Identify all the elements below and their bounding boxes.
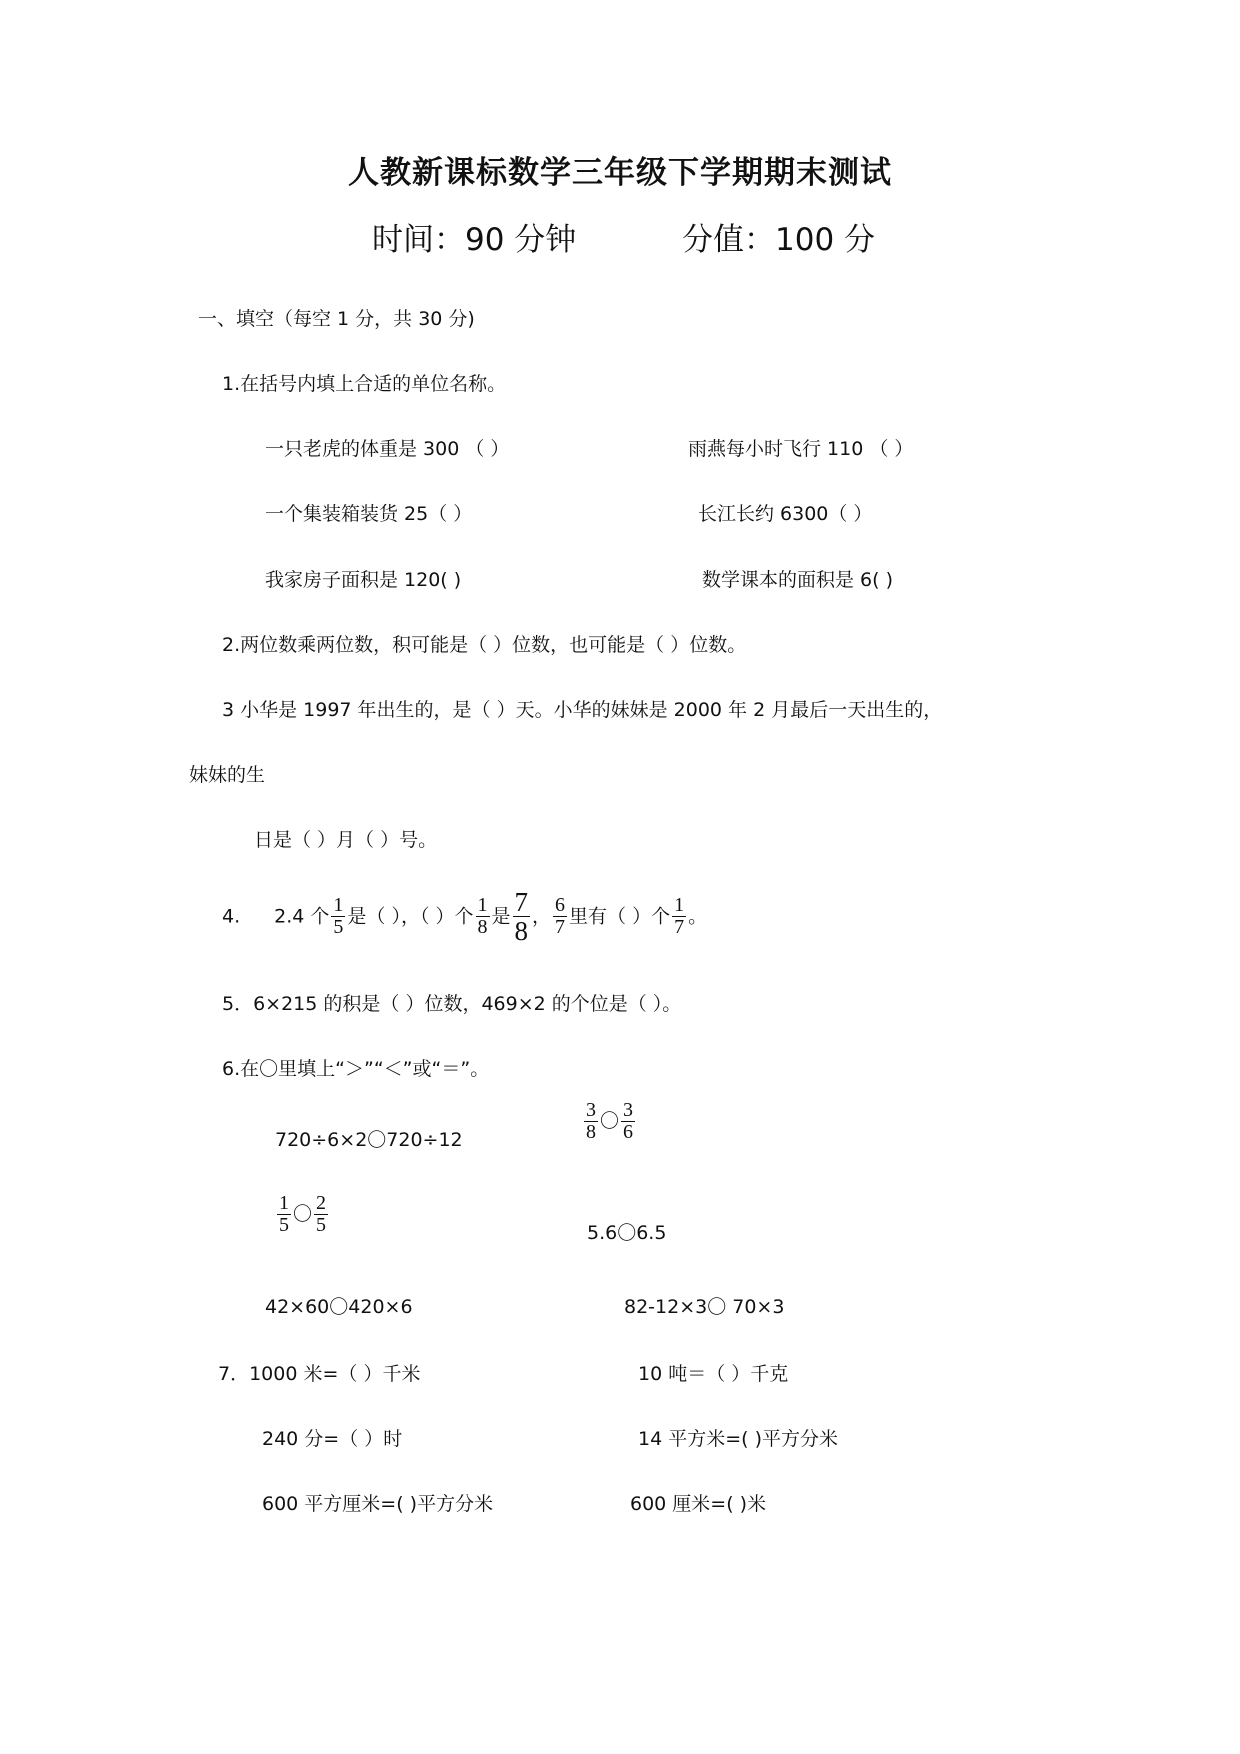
fraction-3-6: $\frac{3}{6}$ (623, 1099, 634, 1143)
q4-text-3: 是 (491, 905, 511, 928)
q7-item-b: 10 吨＝（ ）千克 (638, 1363, 789, 1385)
fraction-1-8: $\frac{1}{8}$ (477, 894, 488, 939)
section-heading: 一、填空（每空 1 分，共 30 分) (198, 308, 475, 330)
q1-item-d: 长江长约 6300（ ） (698, 503, 873, 525)
q7-item-a: 7．1000 米=（ ）千米 (218, 1363, 421, 1385)
exam-time: 时间：90 分钟 (372, 222, 577, 258)
compare-circle: 〇 (600, 1110, 620, 1132)
q3-line1: 3 小华是 1997 年出生的，是（ ）天。小华的妹妹是 2000 年 2 月最后一天出生的， (222, 699, 943, 721)
q1-item-a: 一只老虎的体重是 300 （ ） (265, 438, 510, 460)
q4-text-2: 是（ ），（ ）个 (347, 905, 474, 928)
q7-item-d: 14 平方米=( )平方分米 (638, 1428, 839, 1450)
q6-item-f: 82-12×3〇 70×3 (624, 1296, 785, 1318)
q5-text: 5．6×215 的积是（ ）位数，469×2 的个位是（ ）。 (222, 993, 682, 1015)
q6-item-b (582, 1100, 637, 1143)
q4-text-4: ， (532, 905, 552, 928)
q1-stem: 1.在括号内填上合适的单位名称。 (222, 373, 507, 395)
exam-score: 分值：100 分 (682, 222, 876, 258)
q6-item-a: 720÷6×2〇720÷12 (275, 1129, 463, 1151)
q3-line2: 妹妹的生 (189, 764, 266, 786)
q4-text-1: 2.4 个 (274, 905, 330, 928)
q7-item-f: 600 厘米=( )米 (630, 1493, 767, 1515)
fraction-7-8: $\frac{7}{8}$ (514, 887, 529, 947)
q4-text-6: 。 (688, 905, 708, 928)
q1-item-c: 一个集装箱装货 25（ ） (265, 503, 473, 525)
compare-circle: 〇 (293, 1203, 313, 1225)
fraction-6-7: $\frac{6}{7}$ (555, 894, 566, 939)
fraction-2-5: $\frac{2}{5}$ (316, 1192, 327, 1236)
q6-item-c (275, 1193, 330, 1236)
q4-text-5: 里有（ ）个 (569, 905, 671, 928)
q1-item-b: 雨燕每小时飞行 110 （ ） (688, 438, 914, 460)
q4-number: 4. (222, 905, 241, 928)
fraction-1-5: $\frac{1}{5}$ (279, 1192, 289, 1236)
q7-item-e: 600 平方厘米=( )平方分米 (262, 1493, 494, 1515)
q6-item-e: 42×60〇420×6 (265, 1296, 413, 1318)
q4-row (222, 888, 707, 946)
q7-item-c: 240 分=（ ）时 (262, 1428, 403, 1450)
q6-stem: 6.在〇里填上“＞”“＜”或“＝”。 (222, 1058, 490, 1080)
q1-item-f: 数学课本的面积是 6( ) (702, 569, 893, 591)
q2-text: 2.两位数乘两位数，积可能是（ ）位数，也可能是（ ）位数。 (222, 634, 747, 656)
q3-line3: 日是（ ）月（ ）号。 (254, 829, 438, 851)
fraction-1-7: $\frac{1}{7}$ (674, 894, 685, 939)
q1-item-e: 我家房子面积是 120( ) (265, 569, 462, 591)
fraction-3-8: $\frac{3}{8}$ (586, 1099, 596, 1143)
page-title: 人教新课标数学三年级下学期期末测试 (348, 155, 892, 191)
q6-item-d: 5.6〇6.5 (587, 1222, 667, 1244)
fraction-1-5: $\frac{1}{5}$ (333, 894, 344, 939)
